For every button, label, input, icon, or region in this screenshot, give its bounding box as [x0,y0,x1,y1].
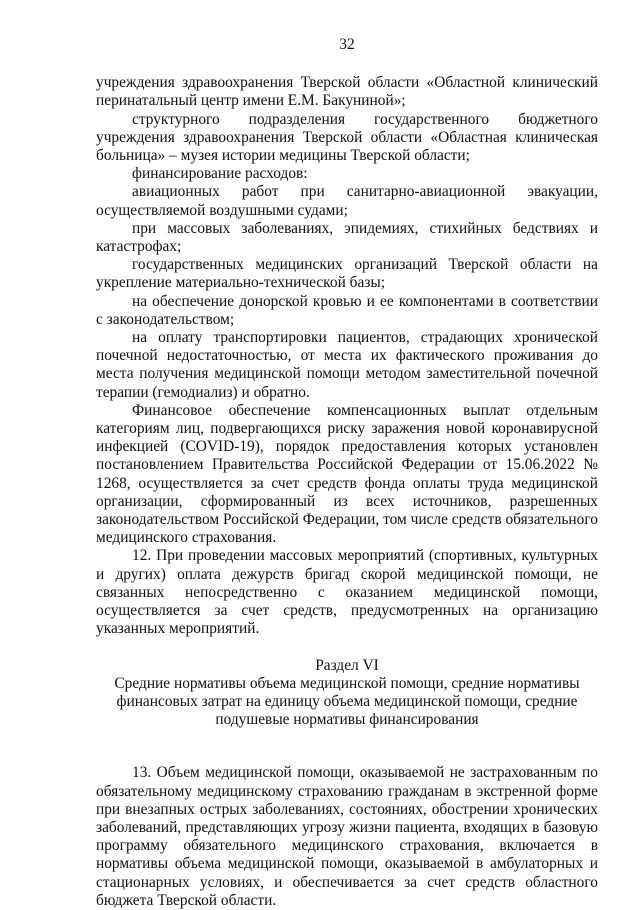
paragraph: на обеспечение донорской кровью и ее компонентами в соответствии с законодательством; [96,292,598,328]
section-spacer [96,729,598,764]
paragraph: авиационных работ при санитарно-авиационной эвакуации, осуществляемой воздушными судами; [96,183,598,219]
paragraph: государственных медицинских организаций Тверской области на укрепление материально-технической базы; [96,256,598,292]
paragraph: учреждения здравоохранения Тверской области «Областной клинический перинатальный центр имени Е.М. Бакуниной»; [96,74,598,110]
paragraph: финансирование расходов: [132,165,308,183]
paragraph: Финансовое обеспечение компенсационных выплат отдельным категориям лиц, подвергающихся риску заражения новой коронавирусной инфекцией (COVID-19), порядок предоставления которых установлен постановлением Правительства Российской Федерации от 15.06.2022 № 1268, осуществляется за счет средств фонда оплаты труда медицинской организации, сформированный из всех источников, разрешенных законодательством Российской Федерации, том числе средств обязательного медицинского страхования. [96,401,598,547]
paragraph: на оплату транспортировки пациентов, страдающих хронической почечной недостаточностью, от места их фактического проживания до места получения медицинской помощи методом заместительной почечной терапии (гемодиализ) и обратно. [96,329,598,401]
section-title: Раздел VI [315,656,379,674]
top-paragraphs [96,74,598,638]
paragraph: при массовых заболеваниях, эпидемиях, стихийных бедствиях и катастрофах; [96,219,598,256]
paragraph: 12. При проведении массовых мероприятий (спортивных, культурных и других) оплата дежурств бригад скорой медицинской помощи, не связанных непосредственно с оказанием медицинской помощи, осуществляется за счет средств, предусмотренных на организацию указанных мероприятий. [96,547,598,638]
section-subtitle: Средние нормативы объема медицинской помощи, средние нормативы финансовых затрат на единицу объема медицинской помощи, средние подушевые нормативы финансирования [114,674,580,729]
page-number: 32 [339,36,355,53]
paragraph: 13. Объем медицинской помощи, оказываемой не застрахованным по обязательному медицинскому страхованию гражданам в экстренной форме при внезапных острых заболеваниях, состояниях, обострении хронических заболеваний, представляющих угрозу жизни пациента, входящих в базовую программу обязательного медицинского страхования, включается в нормативы объема медицинской помощи, оказываемой в амбулаторных и стационарных условиях, и обеспечивается за счет средств областного бюджета Тверской области. [96,764,598,909]
paragraph: структурного подразделения государственного бюджетного учреждения здравоохранения Тверской области «Областная клиническая больница» – музея истории медицины Тверской области; [96,110,598,165]
